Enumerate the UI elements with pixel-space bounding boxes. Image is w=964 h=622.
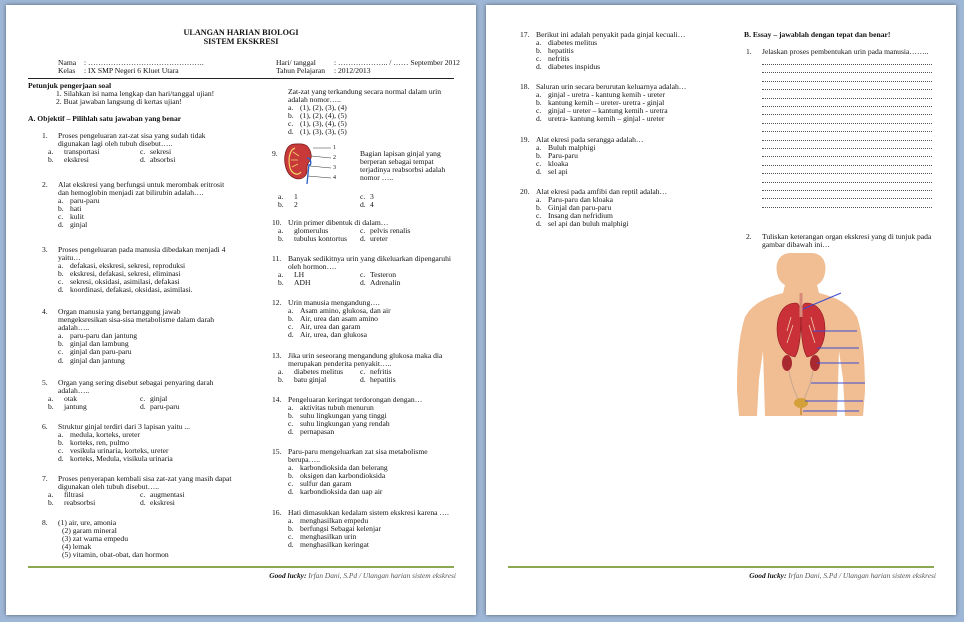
question-6: 6. Struktur ginjal terdiri dari 3 lapisan yaitu ... a. medula, korteks, ureter b. korteks, ren, pulmo c. vesikula urinaria, korteks, ureter d. korteks, Medula, visikula urinaria xyxy=(42,422,191,464)
page-footer: Good lucky: Irfan Dani, S.Pd / Ulangan harian sistem ekskresi xyxy=(269,571,456,580)
tahun-value: : 2012/2013 xyxy=(334,66,371,75)
question-1: 1. Proses pengeluaran zat-zat sisa yang sudah tidak digunakan lagi oleh tubuh disebut….. a. transportasi c. sekresi b. ekskresi d. absorbsi xyxy=(42,131,206,165)
footer-divider xyxy=(28,566,454,568)
exam-title: ULANGAN HARIAN BIOLOGI xyxy=(183,28,299,37)
kidney-label-2: 2 xyxy=(333,155,336,161)
exam-page-right xyxy=(486,5,956,615)
question-13: 13. Jika urin seseorang mengandung glukosa maka dia merupakan penderita penyakit….. a. diabetes melitus c. nefritis b. batu ginjal d. hepatitis xyxy=(272,351,443,385)
tahun-label: Tahun Pelajaran xyxy=(276,66,326,75)
question-8-continued: Zat-zat yang terkandung secara normal dalam urin adalah nomor….. a. (1), (2), (3), (4) b. (1), (2), (4), (5) c. (1), (3), (4), (5) d. (1), (3), (3), (5) xyxy=(288,87,442,137)
nama-label: Nama xyxy=(58,58,77,67)
kelas-label: Kelas xyxy=(58,66,76,75)
question-19: 19. Alat ekresi pada serangga adalah… a. Buluh malphigi b. Paru-paru c. kloaka d. sel api xyxy=(520,135,644,177)
answer-line xyxy=(762,148,932,149)
nama-value: : ………………………………………. xyxy=(84,58,204,67)
kelas-value: : IX SMP Negeri 6 Kluet Utara xyxy=(84,66,179,75)
petunjuk-title: Petunjuk pengerjaan soal xyxy=(28,81,112,90)
question-3: 3. Proses pengeluaran pada manusia dibedakan menjadi 4 yaitu… a. defakasi, ekskresi, sekresi, reproduksi b. ekskresi, defakasi, sekresi, eliminasi c. sekresi, oksidasi, asimilasi, defakasi d. koordinasi, defakasi, oksidasi, asimilasi. xyxy=(42,245,226,295)
question-8: 8. (1) air, ure, amonia (2) garam mineral (3) zat warna empedu (4) lemak (5) vitamin, obat-obat, dan hormon xyxy=(42,518,169,560)
kidney-label-3: 3 xyxy=(333,165,336,171)
tanggal-value: : ……………….. / …… September 2012 xyxy=(334,58,460,67)
q9-number: 9. xyxy=(272,149,278,158)
answer-line xyxy=(762,182,932,183)
answer-line xyxy=(762,207,932,208)
section-a-title: A. Objektif – Pilihlah satu jawaban yang benar xyxy=(28,114,182,123)
answer-line xyxy=(762,131,932,132)
answer-line xyxy=(762,114,932,115)
answer-line xyxy=(762,165,932,166)
kidney-label-1: 1 xyxy=(333,145,336,151)
question-2: 2. Alat ekskresi yang berfungsi untuk merombak eritrosit dan hemoglobin menjadi zat bilirubin adalah…. a. paru-paru b. hati c. kulit d. ginjal xyxy=(42,180,225,230)
answer-line xyxy=(762,123,932,124)
header-divider xyxy=(28,78,454,79)
question-4: 4. Organ manusia yang bertanggung jawab mengeksresikan sisa-sisa metabolisme dalam darah adalah….. a. paru-paru dan jantung b. ginjal dan lambung c. ginjal dan paru-paru d. ginjal dan jantung xyxy=(42,307,215,365)
answer-line xyxy=(762,98,932,99)
question-5: 5. Organ yang sering disebut sebagai penyaring darah adalah….. a. otak c. ginjal b. jantung d. paru-paru xyxy=(42,378,214,412)
tanggal-label: Hari/ tanggal xyxy=(276,58,316,67)
petunjuk-2: 2. Buat jawaban langsung di kertas ujian! xyxy=(56,97,182,106)
answer-line xyxy=(762,140,932,141)
answer-line xyxy=(762,89,932,90)
exam-page-left xyxy=(6,5,476,615)
question-18: 18. Saluran urin secara berurutan keluarnya adalah… a. ginjal - uretra - kantung kemih - ureter b. kantung kemih – ureter- uretra - ginjal c. ginjal – ureter – kantung kemih - uretra d. uretra- kantung kemih – ginjal - ureter xyxy=(520,82,687,124)
section-b-title: B. Essay – jawablah dengan tepat dan benar! xyxy=(744,30,891,39)
page-footer: Good lucky: Irfan Dani, S.Pd / Ulangan harian sistem ekskresi xyxy=(749,571,936,580)
question-17: 17. Berikut ini adalah penyakit pada ginjal kecuali… a. diabetes melitus b. hepatitis c. nefritis d. diabetes inspidus xyxy=(520,30,686,72)
question-20: 20. Alat ekresi pada amfibi dan reptil adalah… a. Paru-paru dan kloaka b. Ginjal dan paru-paru c. Insang dan nefridium d. sel api dan buluh malphigi xyxy=(520,187,668,229)
answer-line xyxy=(762,190,932,191)
question-9-text: Bagian lapisan ginjal yang berperan sebagai tempat terjadinya reabsorbsi adalah nomor ….. xyxy=(360,149,446,183)
answer-line xyxy=(762,156,932,157)
kidney-diagram-image xyxy=(281,138,353,186)
essay-2: 2. Tuliskan keterangan organ ekskresi yang di tunjuk pada gambar dibawah ini… xyxy=(746,232,932,250)
answer-line xyxy=(762,64,932,65)
kidney-label-4: 4 xyxy=(333,175,336,181)
question-9-options: a. 1 c. 3 b. 2 d. 4 xyxy=(278,192,374,210)
answer-line xyxy=(762,173,932,174)
answer-line xyxy=(762,106,932,107)
question-14: 14. Pengeluaran keringat terdorongan dengan… a. aktivitas tubuh menurun b. suhu lingkungan yang tinggi c. suhu lingkungan yang rendah d. pernapasan xyxy=(272,395,423,437)
question-12: 12. Urin manusia mengandung…. a. Asam amino, glukosa, dan air b. Air, urea dan asam amino c. Air, urea dan garam d. Air, urea, dan glukosa xyxy=(272,298,391,340)
answer-line xyxy=(762,81,932,82)
exam-subtitle: SISTEM EKSKRESI xyxy=(203,37,279,46)
question-16: 16. Hati dimasukkan kedalam sistem ekskresi karena …. a. menghasilkan empedu b. berfungsi Sebagai kelenjar c. menghasilkan urin d. menghasilkan keringat xyxy=(272,508,449,550)
question-11: 11. Banyak sedikitnya urin yang dikeluarkan dipengaruhi oleh hormon…. a. LH c. Testeron b. ADH d. Adrenalin xyxy=(272,254,452,288)
question-7: 7. Proses penyerapan kembali sisa zat-zat yang masih dapat digunakan oleh tubuh disebut….. a. filtrasi c. augmentasi b. reabsorbsi d. ekskresi xyxy=(42,474,232,508)
question-10: 10. Urin primer dibentuk di dalam… a. glomerulus c. pelvis renalis b. tubulus kontortus d. ureter xyxy=(272,218,411,244)
essay-1: 1. Jelaskan proses pembentukan urin pada manusia…….. xyxy=(746,47,929,56)
petunjuk-1: 1. Silahkan isi nama lengkap dan hari/tanggal ujian! xyxy=(56,89,215,98)
question-15: 15. Paru-paru mengeluarkan zat sisa metabolisme berupa….. a. karbondioksida dan belerang b. oksigen dan karbondioksida c. sulfur dan garam d. karbondioksida dan uap air xyxy=(272,447,428,497)
footer-divider xyxy=(508,566,934,568)
answer-line xyxy=(762,72,932,73)
human-body-excretory-diagram xyxy=(731,251,911,416)
answer-line xyxy=(762,198,932,199)
